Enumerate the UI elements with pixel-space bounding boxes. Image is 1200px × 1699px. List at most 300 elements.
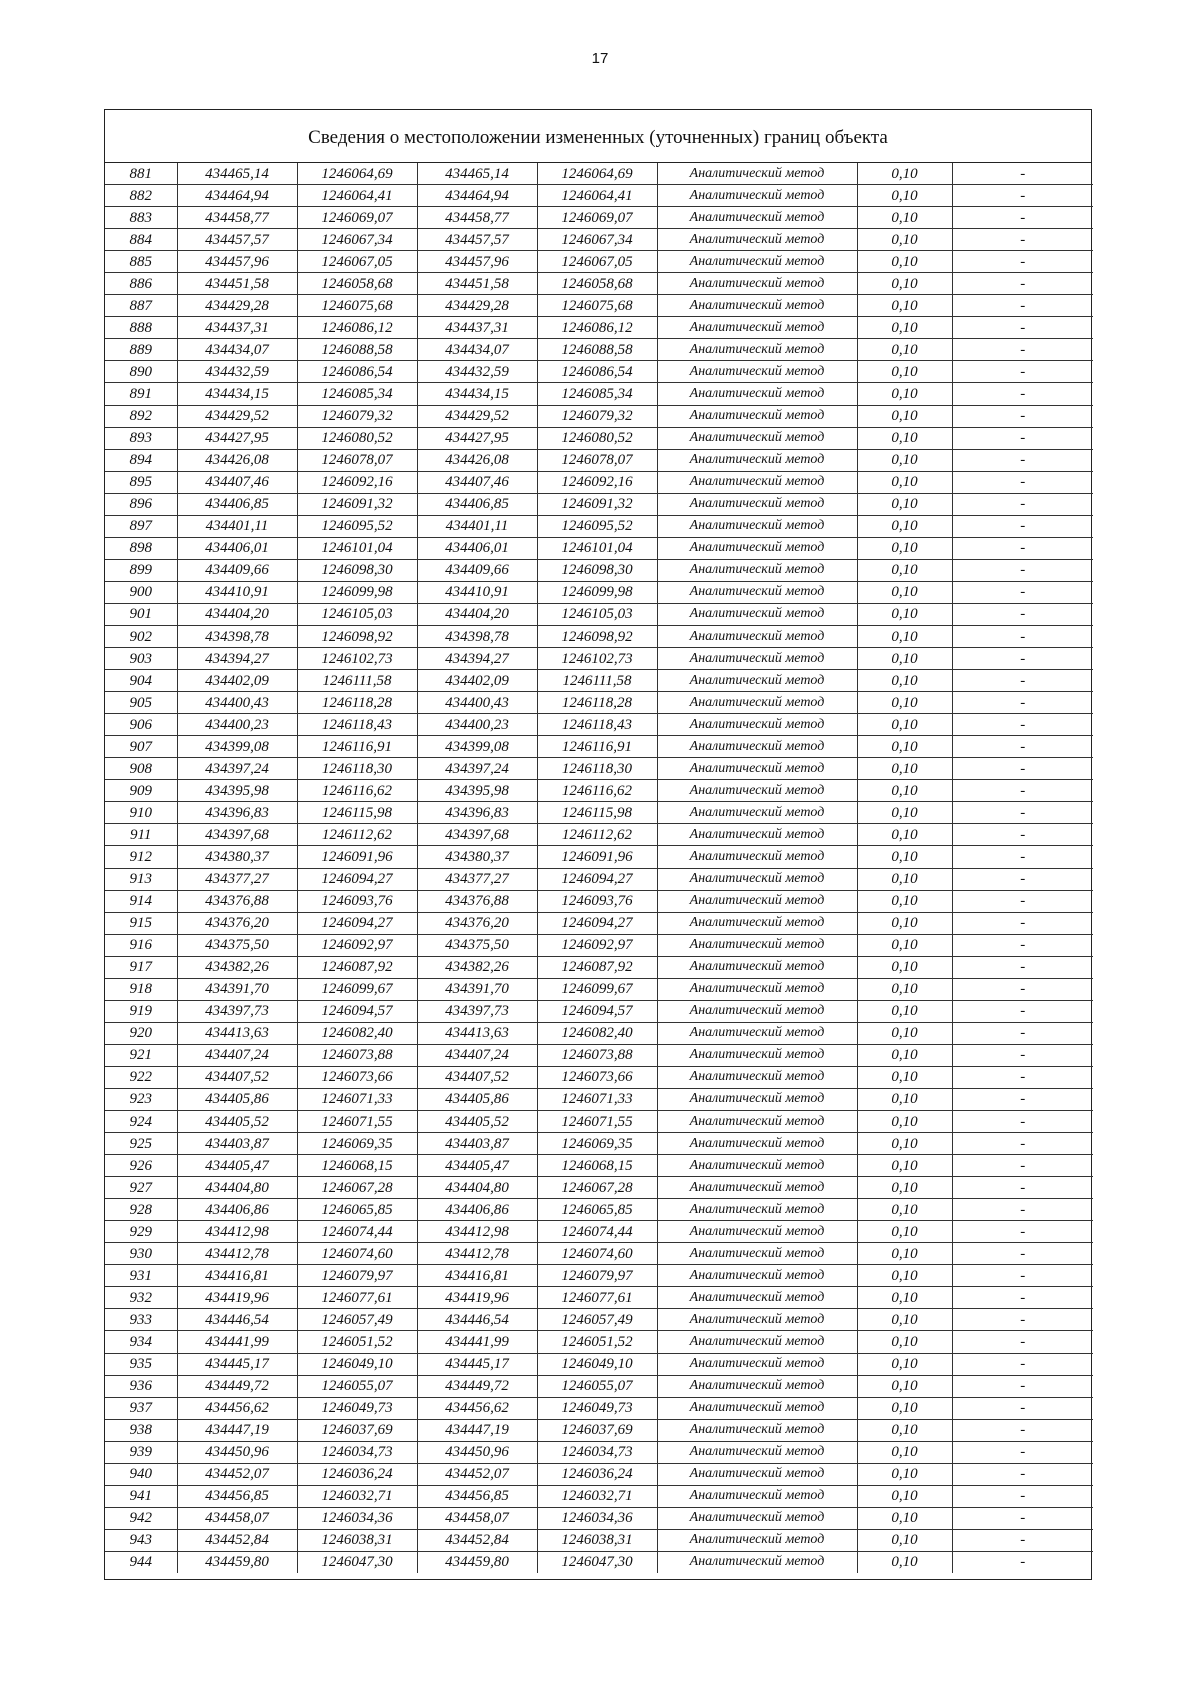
point-number-cell: 905 — [105, 692, 177, 714]
y-existing-cell: 1246091,32 — [297, 493, 417, 515]
y-new-cell: 1246067,34 — [537, 229, 657, 251]
x-existing-cell: 434406,85 — [177, 493, 297, 515]
accuracy-cell: 0,10 — [857, 1199, 952, 1221]
table-row — [105, 295, 1093, 317]
x-new-cell: 434458,77 — [417, 207, 537, 229]
table-row — [105, 934, 1093, 956]
point-number-cell: 904 — [105, 670, 177, 692]
y-existing-cell: 1246032,71 — [297, 1485, 417, 1507]
x-new-cell: 434451,58 — [417, 273, 537, 295]
x-new-cell: 434404,80 — [417, 1177, 537, 1199]
x-new-cell: 434446,54 — [417, 1309, 537, 1331]
y-existing-cell: 1246067,34 — [297, 229, 417, 251]
point-number-cell: 915 — [105, 912, 177, 934]
x-existing-cell: 434376,88 — [177, 890, 297, 912]
x-existing-cell: 434457,57 — [177, 229, 297, 251]
y-existing-cell: 1246055,07 — [297, 1375, 417, 1397]
x-new-cell: 434382,26 — [417, 956, 537, 978]
x-new-cell: 434456,62 — [417, 1397, 537, 1419]
point-number-cell: 921 — [105, 1044, 177, 1066]
table-row — [105, 185, 1093, 207]
note-cell: - — [952, 1199, 1093, 1221]
note-cell: - — [952, 824, 1093, 846]
table-row — [105, 1551, 1093, 1573]
y-existing-cell: 1246118,43 — [297, 714, 417, 736]
point-number-cell: 940 — [105, 1463, 177, 1485]
x-new-cell: 434450,96 — [417, 1441, 537, 1463]
y-existing-cell: 1246092,16 — [297, 471, 417, 493]
determination-method-cell: Аналитический метод — [657, 1375, 857, 1397]
x-existing-cell: 434405,52 — [177, 1111, 297, 1133]
table-row — [105, 824, 1093, 846]
accuracy-cell: 0,10 — [857, 427, 952, 449]
y-new-cell: 1246073,88 — [537, 1044, 657, 1066]
x-new-cell: 434396,83 — [417, 802, 537, 824]
y-new-cell: 1246085,34 — [537, 383, 657, 405]
y-new-cell: 1246118,28 — [537, 692, 657, 714]
point-number-cell: 889 — [105, 339, 177, 361]
table-row — [105, 1133, 1093, 1155]
table-row — [105, 537, 1093, 559]
y-new-cell: 1246088,58 — [537, 339, 657, 361]
y-existing-cell: 1246105,03 — [297, 603, 417, 625]
x-existing-cell: 434459,80 — [177, 1551, 297, 1573]
point-number-cell: 924 — [105, 1111, 177, 1133]
table-row — [105, 1507, 1093, 1529]
y-new-cell: 1246092,97 — [537, 934, 657, 956]
x-existing-cell: 434446,54 — [177, 1309, 297, 1331]
y-existing-cell: 1246036,24 — [297, 1463, 417, 1485]
accuracy-cell: 0,10 — [857, 1044, 952, 1066]
table-body — [105, 163, 1093, 1573]
y-existing-cell: 1246073,66 — [297, 1066, 417, 1088]
x-existing-cell: 434464,94 — [177, 185, 297, 207]
determination-method-cell: Аналитический метод — [657, 1133, 857, 1155]
y-existing-cell: 1246069,35 — [297, 1133, 417, 1155]
accuracy-cell: 0,10 — [857, 692, 952, 714]
x-new-cell: 434405,47 — [417, 1155, 537, 1177]
determination-method-cell: Аналитический метод — [657, 1221, 857, 1243]
y-new-cell: 1246091,32 — [537, 493, 657, 515]
table-row — [105, 758, 1093, 780]
accuracy-cell: 0,10 — [857, 1133, 952, 1155]
note-cell: - — [952, 1463, 1093, 1485]
table-row — [105, 780, 1093, 802]
note-cell: - — [952, 1243, 1093, 1265]
x-existing-cell: 434452,84 — [177, 1529, 297, 1551]
point-number-cell: 941 — [105, 1485, 177, 1507]
note-cell: - — [952, 1551, 1093, 1573]
y-existing-cell: 1246067,28 — [297, 1177, 417, 1199]
table-row — [105, 405, 1093, 427]
x-existing-cell: 434391,70 — [177, 978, 297, 1000]
determination-method-cell: Аналитический метод — [657, 295, 857, 317]
determination-method-cell: Аналитический метод — [657, 1507, 857, 1529]
x-new-cell: 434397,73 — [417, 1000, 537, 1022]
x-existing-cell: 434445,17 — [177, 1353, 297, 1375]
table-row — [105, 1331, 1093, 1353]
point-number-cell: 907 — [105, 736, 177, 758]
x-existing-cell: 434426,08 — [177, 449, 297, 471]
x-new-cell: 434401,11 — [417, 515, 537, 537]
point-number-cell: 932 — [105, 1287, 177, 1309]
x-new-cell: 434456,85 — [417, 1485, 537, 1507]
point-number-cell: 888 — [105, 317, 177, 339]
point-number-cell: 902 — [105, 625, 177, 647]
y-new-cell: 1246065,85 — [537, 1199, 657, 1221]
accuracy-cell: 0,10 — [857, 1243, 952, 1265]
x-new-cell: 434452,84 — [417, 1529, 537, 1551]
x-existing-cell: 434437,31 — [177, 317, 297, 339]
y-existing-cell: 1246071,33 — [297, 1088, 417, 1110]
point-number-cell: 919 — [105, 1000, 177, 1022]
point-number-cell: 899 — [105, 559, 177, 581]
table-row — [105, 229, 1093, 251]
y-existing-cell: 1246038,31 — [297, 1529, 417, 1551]
accuracy-cell: 0,10 — [857, 163, 952, 185]
table-row — [105, 1044, 1093, 1066]
determination-method-cell: Аналитический метод — [657, 251, 857, 273]
y-existing-cell: 1246074,44 — [297, 1221, 417, 1243]
x-existing-cell: 434434,07 — [177, 339, 297, 361]
y-new-cell: 1246064,69 — [537, 163, 657, 185]
table-row — [105, 1287, 1093, 1309]
x-new-cell: 434406,86 — [417, 1199, 537, 1221]
x-new-cell: 434400,43 — [417, 692, 537, 714]
table-row — [105, 1221, 1093, 1243]
determination-method-cell: Аналитический метод — [657, 1000, 857, 1022]
determination-method-cell: Аналитический метод — [657, 163, 857, 185]
note-cell: - — [952, 1441, 1093, 1463]
y-new-cell: 1246064,41 — [537, 185, 657, 207]
point-number-cell: 931 — [105, 1265, 177, 1287]
point-number-cell: 910 — [105, 802, 177, 824]
table-row — [105, 846, 1093, 868]
point-number-cell: 917 — [105, 956, 177, 978]
point-number-cell: 892 — [105, 405, 177, 427]
x-existing-cell: 434396,83 — [177, 802, 297, 824]
note-cell: - — [952, 1000, 1093, 1022]
point-number-cell: 918 — [105, 978, 177, 1000]
point-number-cell: 944 — [105, 1551, 177, 1573]
accuracy-cell: 0,10 — [857, 868, 952, 890]
accuracy-cell: 0,10 — [857, 1287, 952, 1309]
y-existing-cell: 1246034,73 — [297, 1441, 417, 1463]
accuracy-cell: 0,10 — [857, 1397, 952, 1419]
table-row — [105, 163, 1093, 185]
y-existing-cell: 1246086,54 — [297, 361, 417, 383]
table-row — [105, 868, 1093, 890]
x-new-cell: 434434,15 — [417, 383, 537, 405]
table-row — [105, 603, 1093, 625]
table-row — [105, 670, 1093, 692]
table-row — [105, 1463, 1093, 1485]
accuracy-cell: 0,10 — [857, 1088, 952, 1110]
table-row — [105, 1485, 1093, 1507]
point-number-cell: 937 — [105, 1397, 177, 1419]
y-existing-cell: 1246098,92 — [297, 625, 417, 647]
x-new-cell: 434405,86 — [417, 1088, 537, 1110]
note-cell: - — [952, 780, 1093, 802]
note-cell: - — [952, 648, 1093, 670]
accuracy-cell: 0,10 — [857, 1353, 952, 1375]
determination-method-cell: Аналитический метод — [657, 1177, 857, 1199]
y-existing-cell: 1246099,67 — [297, 978, 417, 1000]
determination-method-cell: Аналитический метод — [657, 537, 857, 559]
accuracy-cell: 0,10 — [857, 515, 952, 537]
y-existing-cell: 1246098,30 — [297, 559, 417, 581]
note-cell: - — [952, 339, 1093, 361]
y-new-cell: 1246036,24 — [537, 1463, 657, 1485]
determination-method-cell: Аналитический метод — [657, 449, 857, 471]
x-existing-cell: 434380,37 — [177, 846, 297, 868]
accuracy-cell: 0,10 — [857, 1463, 952, 1485]
table-row — [105, 317, 1093, 339]
table-row — [105, 1441, 1093, 1463]
determination-method-cell: Аналитический метод — [657, 824, 857, 846]
x-new-cell: 434403,87 — [417, 1133, 537, 1155]
page-number: 17 — [591, 50, 609, 67]
x-existing-cell: 434402,09 — [177, 670, 297, 692]
note-cell: - — [952, 714, 1093, 736]
x-existing-cell: 434429,28 — [177, 295, 297, 317]
y-existing-cell: 1246086,12 — [297, 317, 417, 339]
determination-method-cell: Аналитический метод — [657, 912, 857, 934]
y-existing-cell: 1246111,58 — [297, 670, 417, 692]
determination-method-cell: Аналитический метод — [657, 802, 857, 824]
table-row — [105, 802, 1093, 824]
table-row — [105, 978, 1093, 1000]
accuracy-cell: 0,10 — [857, 1375, 952, 1397]
note-cell: - — [952, 493, 1093, 515]
determination-method-cell: Аналитический метод — [657, 978, 857, 1000]
x-existing-cell: 434397,73 — [177, 1000, 297, 1022]
determination-method-cell: Аналитический метод — [657, 1243, 857, 1265]
accuracy-cell: 0,10 — [857, 714, 952, 736]
point-number-cell: 936 — [105, 1375, 177, 1397]
note-cell: - — [952, 251, 1093, 273]
determination-method-cell: Аналитический метод — [657, 846, 857, 868]
table-row — [105, 427, 1093, 449]
y-new-cell: 1246038,31 — [537, 1529, 657, 1551]
x-existing-cell: 434394,27 — [177, 648, 297, 670]
table-row — [105, 648, 1093, 670]
y-new-cell: 1246073,66 — [537, 1066, 657, 1088]
note-cell: - — [952, 1529, 1093, 1551]
y-new-cell: 1246111,58 — [537, 670, 657, 692]
y-existing-cell: 1246102,73 — [297, 648, 417, 670]
y-new-cell: 1246094,27 — [537, 912, 657, 934]
accuracy-cell: 0,10 — [857, 912, 952, 934]
x-existing-cell: 434404,20 — [177, 603, 297, 625]
table-row — [105, 714, 1093, 736]
x-new-cell: 434447,19 — [417, 1419, 537, 1441]
point-number-cell: 927 — [105, 1177, 177, 1199]
determination-method-cell: Аналитический метод — [657, 273, 857, 295]
x-new-cell: 434377,27 — [417, 868, 537, 890]
determination-method-cell: Аналитический метод — [657, 890, 857, 912]
note-cell: - — [952, 956, 1093, 978]
y-existing-cell: 1246078,07 — [297, 449, 417, 471]
determination-method-cell: Аналитический метод — [657, 1066, 857, 1088]
note-cell: - — [952, 295, 1093, 317]
y-new-cell: 1246094,27 — [537, 868, 657, 890]
x-new-cell: 434407,52 — [417, 1066, 537, 1088]
y-existing-cell: 1246068,15 — [297, 1155, 417, 1177]
table-title: Сведения о местоположении измененных (уточненных) границ объекта — [105, 110, 1091, 163]
note-cell: - — [952, 559, 1093, 581]
y-new-cell: 1246077,61 — [537, 1287, 657, 1309]
accuracy-cell: 0,10 — [857, 1331, 952, 1353]
y-new-cell: 1246091,96 — [537, 846, 657, 868]
accuracy-cell: 0,10 — [857, 978, 952, 1000]
point-number-cell: 884 — [105, 229, 177, 251]
determination-method-cell: Аналитический метод — [657, 1309, 857, 1331]
table-row — [105, 736, 1093, 758]
x-existing-cell: 434401,11 — [177, 515, 297, 537]
point-number-cell: 925 — [105, 1133, 177, 1155]
y-existing-cell: 1246112,62 — [297, 824, 417, 846]
y-new-cell: 1246049,73 — [537, 1397, 657, 1419]
accuracy-cell: 0,10 — [857, 1265, 952, 1287]
accuracy-cell: 0,10 — [857, 295, 952, 317]
note-cell: - — [952, 758, 1093, 780]
y-existing-cell: 1246091,96 — [297, 846, 417, 868]
y-existing-cell: 1246094,27 — [297, 868, 417, 890]
determination-method-cell: Аналитический метод — [657, 670, 857, 692]
note-cell: - — [952, 1044, 1093, 1066]
y-existing-cell: 1246095,52 — [297, 515, 417, 537]
x-new-cell: 434400,23 — [417, 714, 537, 736]
table-row — [105, 890, 1093, 912]
x-existing-cell: 434451,58 — [177, 273, 297, 295]
determination-method-cell: Аналитический метод — [657, 868, 857, 890]
note-cell: - — [952, 471, 1093, 493]
y-new-cell: 1246049,10 — [537, 1353, 657, 1375]
table-row — [105, 383, 1093, 405]
x-existing-cell: 434406,86 — [177, 1199, 297, 1221]
determination-method-cell: Аналитический метод — [657, 1463, 857, 1485]
y-existing-cell: 1246065,85 — [297, 1199, 417, 1221]
x-new-cell: 434457,57 — [417, 229, 537, 251]
determination-method-cell: Аналитический метод — [657, 1287, 857, 1309]
table-row — [105, 1353, 1093, 1375]
point-number-cell: 935 — [105, 1353, 177, 1375]
accuracy-cell: 0,10 — [857, 207, 952, 229]
table-row — [105, 361, 1093, 383]
y-existing-cell: 1246099,98 — [297, 581, 417, 603]
y-new-cell: 1246082,40 — [537, 1022, 657, 1044]
determination-method-cell: Аналитический метод — [657, 758, 857, 780]
point-number-cell: 916 — [105, 934, 177, 956]
note-cell: - — [952, 515, 1093, 537]
accuracy-cell: 0,10 — [857, 361, 952, 383]
x-new-cell: 434375,50 — [417, 934, 537, 956]
y-existing-cell: 1246115,98 — [297, 802, 417, 824]
x-existing-cell: 434432,59 — [177, 361, 297, 383]
note-cell: - — [952, 692, 1093, 714]
point-number-cell: 901 — [105, 603, 177, 625]
x-existing-cell: 434449,72 — [177, 1375, 297, 1397]
point-number-cell: 942 — [105, 1507, 177, 1529]
point-number-cell: 939 — [105, 1441, 177, 1463]
x-existing-cell: 434458,07 — [177, 1507, 297, 1529]
determination-method-cell: Аналитический метод — [657, 1529, 857, 1551]
x-existing-cell: 434400,43 — [177, 692, 297, 714]
table-row — [105, 912, 1093, 934]
point-number-cell: 929 — [105, 1221, 177, 1243]
point-number-cell: 887 — [105, 295, 177, 317]
point-number-cell: 922 — [105, 1066, 177, 1088]
coordinates-table — [105, 163, 1093, 1573]
table-row — [105, 581, 1093, 603]
point-number-cell: 923 — [105, 1088, 177, 1110]
note-cell: - — [952, 625, 1093, 647]
determination-method-cell: Аналитический метод — [657, 515, 857, 537]
point-number-cell: 920 — [105, 1022, 177, 1044]
accuracy-cell: 0,10 — [857, 185, 952, 207]
x-new-cell: 434398,78 — [417, 625, 537, 647]
y-new-cell: 1246078,07 — [537, 449, 657, 471]
x-existing-cell: 434407,46 — [177, 471, 297, 493]
point-number-cell: 911 — [105, 824, 177, 846]
table-row — [105, 1155, 1093, 1177]
y-existing-cell: 1246079,97 — [297, 1265, 417, 1287]
determination-method-cell: Аналитический метод — [657, 1111, 857, 1133]
x-new-cell: 434404,20 — [417, 603, 537, 625]
note-cell: - — [952, 912, 1093, 934]
table-row — [105, 273, 1093, 295]
note-cell: - — [952, 1309, 1093, 1331]
y-new-cell: 1246051,52 — [537, 1331, 657, 1353]
x-new-cell: 434465,14 — [417, 163, 537, 185]
y-existing-cell: 1246116,91 — [297, 736, 417, 758]
determination-method-cell: Аналитический метод — [657, 1485, 857, 1507]
y-existing-cell: 1246085,34 — [297, 383, 417, 405]
y-new-cell: 1246058,68 — [537, 273, 657, 295]
y-new-cell: 1246086,54 — [537, 361, 657, 383]
x-existing-cell: 434434,15 — [177, 383, 297, 405]
note-cell: - — [952, 317, 1093, 339]
x-existing-cell: 434404,80 — [177, 1177, 297, 1199]
note-cell: - — [952, 361, 1093, 383]
table-row — [105, 1199, 1093, 1221]
y-existing-cell: 1246067,05 — [297, 251, 417, 273]
y-existing-cell: 1246034,36 — [297, 1507, 417, 1529]
y-new-cell: 1246080,52 — [537, 427, 657, 449]
x-existing-cell: 434407,24 — [177, 1044, 297, 1066]
x-new-cell: 434459,80 — [417, 1551, 537, 1573]
x-new-cell: 434407,24 — [417, 1044, 537, 1066]
y-existing-cell: 1246087,92 — [297, 956, 417, 978]
y-new-cell: 1246094,57 — [537, 1000, 657, 1022]
accuracy-cell: 0,10 — [857, 559, 952, 581]
x-new-cell: 434380,37 — [417, 846, 537, 868]
determination-method-cell: Аналитический метод — [657, 559, 857, 581]
y-new-cell: 1246115,98 — [537, 802, 657, 824]
x-new-cell: 434437,31 — [417, 317, 537, 339]
determination-method-cell: Аналитический метод — [657, 383, 857, 405]
y-existing-cell: 1246082,40 — [297, 1022, 417, 1044]
x-existing-cell: 434412,78 — [177, 1243, 297, 1265]
y-existing-cell: 1246118,30 — [297, 758, 417, 780]
table-row — [105, 1419, 1093, 1441]
table-row — [105, 1088, 1093, 1110]
note-cell: - — [952, 1177, 1093, 1199]
note-cell: - — [952, 229, 1093, 251]
x-new-cell: 434464,94 — [417, 185, 537, 207]
x-existing-cell: 434450,96 — [177, 1441, 297, 1463]
